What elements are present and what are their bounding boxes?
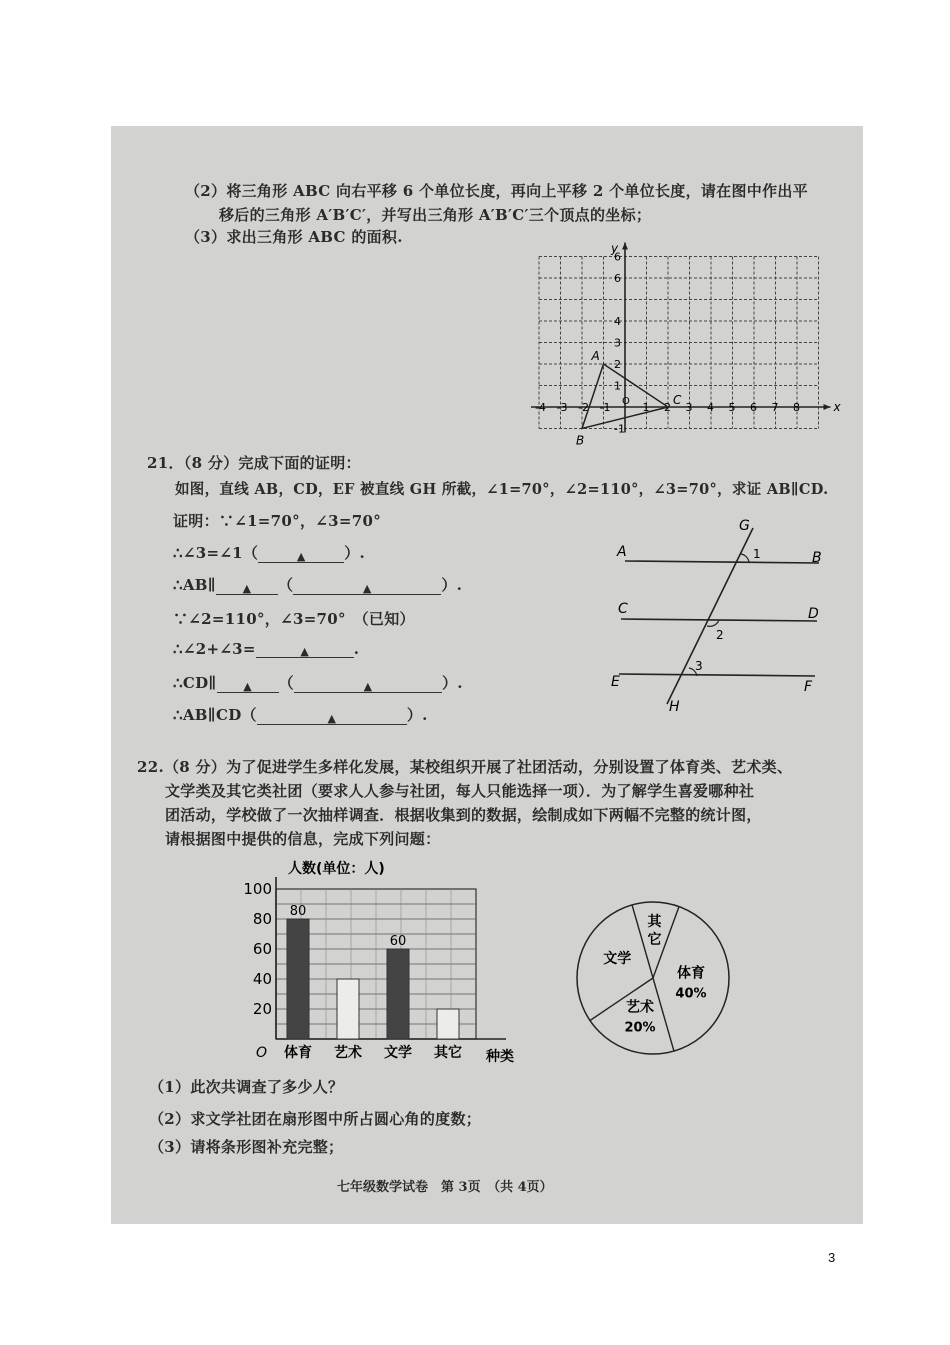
y-tick-label: 2 (614, 358, 621, 371)
angle-1-label: 1 (753, 547, 761, 561)
label-d: D (808, 606, 819, 622)
x-axis-arrow (824, 404, 831, 410)
y-tick-label: 6 (614, 272, 621, 285)
bar-category-label: 文学 (384, 1045, 412, 1061)
x-tick-label: 8 (793, 401, 800, 414)
y-tick-label: 4 (614, 315, 621, 328)
q21-step2: ∴AB∥ ▲ （ ▲ ）. (173, 576, 463, 595)
q22-line1: 22.（8 分）为了促进学生多样化发展，某校组织开展了社团活动，分别设置了体育类、艺术类、 (137, 758, 793, 776)
label-g: G (739, 518, 750, 534)
q21-step5: ∴CD∥ ▲ （ ▲ ）. (173, 674, 463, 693)
q21-step6: ∴AB∥CD（ ▲ ）. (173, 706, 428, 725)
y-axis-arrow (622, 243, 628, 250)
origin-label: O (622, 396, 630, 407)
page-number: 3 (828, 1250, 836, 1265)
blank-reason-1[interactable]: ▲ (258, 546, 344, 563)
x-tick-label: 2 (664, 401, 671, 414)
point-label-c: C (673, 393, 682, 407)
blank-line-1[interactable]: ▲ (216, 578, 278, 595)
blank-reason-3[interactable]: ▲ (294, 676, 442, 693)
x-tick-label: 1 (642, 401, 650, 414)
pie-percent-label: 40% (675, 986, 707, 1002)
q21-proof-start: 证明：∵∠1=70°，∠3=70° (173, 512, 381, 530)
angle-2-label: 2 (716, 628, 724, 642)
x-tick-label: 3 (685, 401, 693, 414)
parallel-lines-figure (611, 516, 831, 716)
bar-4 (437, 1009, 459, 1039)
pie-label: 艺术 (626, 999, 655, 1016)
x-tick-label: 5 (728, 401, 736, 414)
bar-data-label: 60 (389, 934, 407, 949)
q22-question1: （1）此次共调查了多少人？ (149, 1078, 344, 1096)
line-ab (625, 561, 819, 563)
x-tick-label: -3 (556, 401, 568, 414)
label-f: F (804, 679, 813, 695)
y-tick-label: 20 (252, 1000, 272, 1018)
x-tick-label: 6 (750, 401, 757, 414)
bar-chart (231, 854, 531, 1069)
line-ef (619, 674, 815, 676)
angle-3-label: 3 (695, 659, 703, 673)
point-label-a: A (591, 349, 600, 363)
q22-question3: （3）请将条形图补充完整； (149, 1138, 344, 1156)
q21-step1: ∴∠3=∠1（ ▲ ）. (173, 544, 366, 563)
y-tick-label: 100 (243, 880, 272, 898)
y-tick-label: 40 (252, 970, 272, 988)
pie-chart (571, 898, 741, 1058)
bar-category-label: 艺术 (334, 1045, 362, 1061)
q21-header: 21．（8 分）完成下面的证明： (147, 454, 361, 472)
bar-1 (287, 919, 309, 1039)
x-tick-label: 4 (707, 401, 714, 414)
q20-part2-line2: 移后的三角形 A′B′C′，并写出三角形 A′B′C′三个顶点的坐标； (219, 206, 652, 224)
point-label-b: B (576, 433, 585, 448)
label-b: B (812, 550, 822, 566)
angle-2-arc (707, 620, 719, 626)
y-axis-label: y (611, 241, 619, 256)
q22-line3: 团活动，学校做了一次抽样调查．根据收集到的数据，绘制成如下两幅不完整的统计图， (165, 806, 762, 824)
blank-line-2[interactable]: ▲ (217, 676, 279, 693)
y-tick-label: 1 (614, 379, 621, 393)
y-tick-label: -1 (614, 422, 625, 436)
bar-y-label: 人数(单位：人) (288, 861, 385, 877)
pie-label: 体育 (676, 965, 705, 982)
y-tick-label: 80 (252, 910, 272, 928)
q20-part3: （3）求出三角形 ABC 的面积. (185, 228, 403, 246)
pie-label: 文学 (603, 951, 632, 968)
x-tick-label: 7 (771, 401, 779, 414)
coordinate-grid (535, 241, 841, 448)
q22-line4: 请根据图中提供的信息，完成下列问题： (165, 830, 441, 848)
label-c: C (618, 601, 628, 617)
x-tick-label: -4 (535, 401, 546, 414)
y-tick-label: 3 (614, 336, 621, 350)
x-tick-label: -1 (599, 401, 611, 414)
q20-part2-line1: （2）将三角形 ABC 向右平移 6 个单位长度，再向上平移 2 个单位长度，请在图中作出平 (185, 182, 808, 200)
bar-3 (387, 949, 409, 1039)
q21-statement: 如图，直线 AB，CD，EF 被直线 GH 所截，∠1=70°，∠2=110°，∠3=70°，求证 AB∥CD. (175, 481, 829, 498)
q22-question2: （2）求文学社团在扇形图中所占圆心角的度数； (149, 1110, 482, 1128)
pie-label: 它 (647, 931, 662, 948)
x-axis-label: x (833, 400, 841, 414)
x-tick-label: -2 (578, 401, 589, 414)
blank-reason-2[interactable]: ▲ (293, 578, 441, 595)
y-tick-label: 6 (614, 250, 621, 264)
q21-step4: ∴∠2+∠3= ▲ . (173, 640, 360, 658)
bar-category-label: 体育 (284, 1045, 312, 1061)
label-a: A (617, 544, 627, 560)
exam-paper-photo (111, 126, 863, 1224)
bar-origin: O (256, 1045, 268, 1061)
pie-percent-label: 20% (624, 1020, 656, 1036)
q21-step3: ∵∠2=110°，∠3=70° （已知） (173, 610, 415, 628)
angle-1-arc (741, 554, 749, 562)
y-tick-label: 60 (252, 940, 272, 958)
paper-footer: 七年级数学试卷 第 3页 （共 4页） (337, 1180, 553, 1195)
bar-category-label: 其它 (434, 1045, 462, 1061)
label-h: H (669, 699, 680, 715)
q22-line2: 文学类及其它类社团（要求人人参与社团，每人只能选择一项）．为了解学生喜爱哪种社 (165, 782, 755, 800)
pie-divider (653, 978, 674, 1051)
blank-sum[interactable]: ▲ (256, 641, 354, 658)
bar-x-label: 种类 (486, 1049, 514, 1065)
pie-label: 其 (647, 913, 662, 930)
label-e: E (611, 674, 620, 690)
bar-2 (337, 979, 359, 1039)
blank-reason-4[interactable]: ▲ (257, 708, 407, 725)
line-gh (667, 528, 753, 704)
bar-data-label: 80 (289, 904, 307, 919)
